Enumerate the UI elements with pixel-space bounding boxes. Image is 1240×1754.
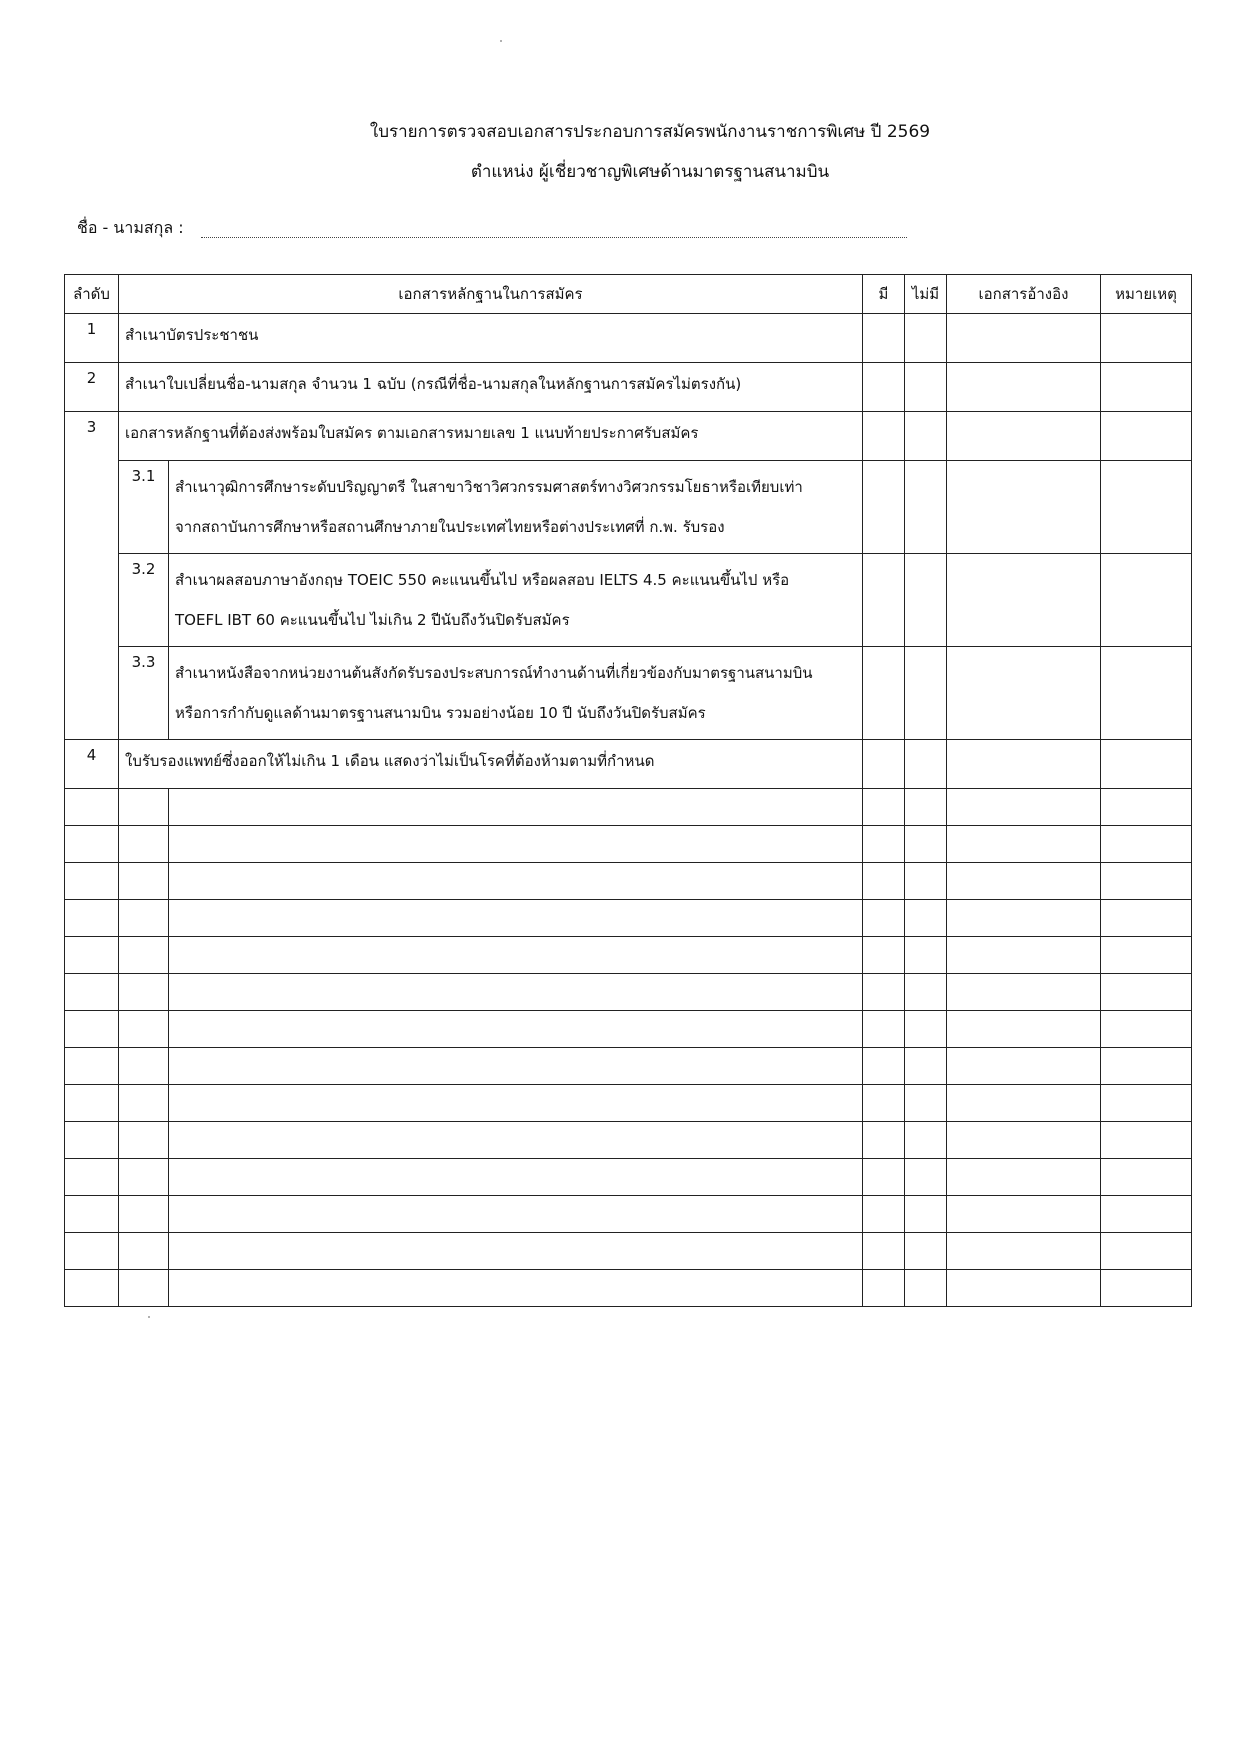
position-title: ตำแหน่ง ผู้เชี่ยวชาญพิเศษด้านมาตรฐานสนามบิน <box>470 162 830 182</box>
blank-cell[interactable] <box>905 937 947 974</box>
blank-cell[interactable] <box>119 826 169 863</box>
empty-number-cell <box>65 647 119 740</box>
blank-cell[interactable] <box>65 1122 119 1159</box>
blank-cell[interactable] <box>905 1196 947 1233</box>
reference-cell[interactable] <box>947 554 1101 647</box>
blank-cell[interactable] <box>1101 1159 1192 1196</box>
blank-cell[interactable] <box>119 1196 169 1233</box>
blank-cell[interactable] <box>119 937 169 974</box>
blank-cell[interactable] <box>1101 974 1192 1011</box>
reference-cell[interactable] <box>947 647 1101 740</box>
blank-cell[interactable] <box>905 1270 947 1307</box>
document-checklist-table <box>64 274 1192 1307</box>
blank-cell[interactable] <box>1101 1011 1192 1048</box>
blank-cell[interactable] <box>863 1011 905 1048</box>
reference-cell[interactable] <box>947 363 1101 412</box>
row-document: เอกสารหลักฐานที่ต้องส่งพร้อมใบสมัคร ตามเอกสารหมายเลข 1 แนบท้ายประกาศรับสมัคร <box>119 412 863 461</box>
blank-cell[interactable] <box>119 1270 169 1307</box>
blank-cell[interactable] <box>169 1122 863 1159</box>
row-document: ใบรับรองแพทย์ซึ่งออกให้ไม่เกิน 1 เดือน แสดงว่าไม่เป็นโรคที่ต้องห้ามตามที่กำหนด <box>119 740 863 789</box>
blank-cell[interactable] <box>1101 1196 1192 1233</box>
reference-cell[interactable] <box>947 314 1101 363</box>
blank-cell[interactable] <box>863 863 905 900</box>
blank-cell[interactable] <box>1101 1270 1192 1307</box>
blank-cell[interactable] <box>65 974 119 1011</box>
blank-cell[interactable] <box>169 900 863 937</box>
blank-cell[interactable] <box>65 826 119 863</box>
row-document: สำเนาบัตรประชาชน <box>119 314 863 363</box>
document-title: ใบรายการตรวจสอบเอกสารประกอบการสมัครพนักงานราชการพิเศษ ปี 2569 <box>369 122 931 142</box>
blank-cell[interactable] <box>905 863 947 900</box>
not-have-checkbox-cell[interactable] <box>905 740 947 789</box>
blank-cell[interactable] <box>863 826 905 863</box>
blank-cell[interactable] <box>119 789 169 826</box>
blank-cell[interactable] <box>169 1048 863 1085</box>
blank-cell[interactable] <box>947 826 1101 863</box>
have-checkbox-cell[interactable] <box>863 740 905 789</box>
blank-cell[interactable] <box>1101 789 1192 826</box>
blank-rows-group <box>65 789 1192 1307</box>
table-subrow <box>65 461 1192 554</box>
blank-cell[interactable] <box>1101 900 1192 937</box>
name-field[interactable] <box>77 216 907 242</box>
subrow-line: สำเนาหนังสือจากหน่วยงานต้นสังกัดรับรองประสบการณ์ทำงานด้านที่เกี่ยวข้องกับมาตรฐานสนามบิน <box>175 664 813 682</box>
have-checkbox-cell[interactable] <box>863 363 905 412</box>
blank-cell[interactable] <box>119 1233 169 1270</box>
scan-speck <box>148 1316 150 1318</box>
blank-row <box>65 1270 1192 1307</box>
blank-cell[interactable] <box>65 1048 119 1085</box>
blank-cell[interactable] <box>1101 1048 1192 1085</box>
blank-cell[interactable] <box>65 1011 119 1048</box>
blank-cell[interactable] <box>169 1085 863 1122</box>
blank-cell[interactable] <box>65 1085 119 1122</box>
not-have-checkbox-cell[interactable] <box>905 461 947 554</box>
blank-row <box>65 1122 1192 1159</box>
table-row <box>65 314 1192 363</box>
blank-cell[interactable] <box>169 826 863 863</box>
blank-row <box>65 1233 1192 1270</box>
note-cell[interactable] <box>1101 740 1192 789</box>
subrow-line: TOEFL IBT 60 คะแนนขึ้นไป ไม่เกิน 2 ปีนับถึงวันปิดรับสมัคร <box>175 611 570 629</box>
note-cell[interactable] <box>1101 647 1192 740</box>
blank-cell[interactable] <box>947 974 1101 1011</box>
blank-row <box>65 900 1192 937</box>
header-have: มี <box>863 275 905 314</box>
blank-cell[interactable] <box>947 1159 1101 1196</box>
blank-cell[interactable] <box>905 1159 947 1196</box>
blank-cell[interactable] <box>947 1011 1101 1048</box>
blank-cell[interactable] <box>863 1159 905 1196</box>
not-have-checkbox-cell[interactable] <box>905 554 947 647</box>
header-document: เอกสารหลักฐานในการสมัคร <box>119 275 863 314</box>
blank-cell[interactable] <box>947 789 1101 826</box>
blank-cell[interactable] <box>1101 937 1192 974</box>
blank-cell[interactable] <box>1101 863 1192 900</box>
subrow-number: 3.1 <box>119 461 169 554</box>
scan-speck <box>500 40 502 42</box>
blank-cell[interactable] <box>119 1085 169 1122</box>
blank-cell[interactable] <box>65 789 119 826</box>
blank-cell[interactable] <box>119 1122 169 1159</box>
blank-cell[interactable] <box>905 1048 947 1085</box>
table-subrow <box>65 647 1192 740</box>
blank-cell[interactable] <box>947 1122 1101 1159</box>
name-label: ชื่อ - นามสกุล : <box>77 218 184 237</box>
blank-cell[interactable] <box>169 1270 863 1307</box>
blank-cell[interactable] <box>863 1048 905 1085</box>
blank-cell[interactable] <box>947 1048 1101 1085</box>
header-reference: เอกสารอ้างอิง <box>947 275 1101 314</box>
blank-cell[interactable] <box>169 937 863 974</box>
subrow-line: หรือการกำกับดูแลด้านมาตรฐานสนามบิน รวมอย่างน้อย 10 ปี นับถึงวันปิดรับสมัคร <box>175 704 706 722</box>
blank-cell[interactable] <box>863 900 905 937</box>
blank-cell[interactable] <box>863 1196 905 1233</box>
subrow-line: จากสถาบันการศึกษาหรือสถานศึกษาภายในประเทศไทยหรือต่างประเทศที่ ก.พ. รับรอง <box>175 518 725 536</box>
blank-cell[interactable] <box>169 1196 863 1233</box>
blank-cell[interactable] <box>65 1233 119 1270</box>
not-have-checkbox-cell[interactable] <box>905 363 947 412</box>
blank-cell[interactable] <box>119 863 169 900</box>
header-note: หมายเหตุ <box>1101 275 1192 314</box>
blank-cell[interactable] <box>863 1085 905 1122</box>
reference-cell[interactable] <box>947 461 1101 554</box>
blank-cell[interactable] <box>863 937 905 974</box>
blank-cell[interactable] <box>905 1122 947 1159</box>
blank-cell[interactable] <box>947 900 1101 937</box>
blank-cell[interactable] <box>947 1085 1101 1122</box>
note-cell[interactable] <box>1101 412 1192 461</box>
row-document: สำเนาใบเปลี่ยนชื่อ-นามสกุล จำนวน 1 ฉบับ (กรณีที่ชื่อ-นามสกุลในหลักฐานการสมัครไม่ตรงกัน) <box>119 363 863 412</box>
blank-cell[interactable] <box>947 1233 1101 1270</box>
blank-cell[interactable] <box>863 1270 905 1307</box>
blank-cell[interactable] <box>1101 826 1192 863</box>
blank-row <box>65 789 1192 826</box>
header-not-have: ไม่มี <box>905 275 947 314</box>
row-number: 4 <box>65 740 119 789</box>
blank-row <box>65 937 1192 974</box>
blank-cell[interactable] <box>169 974 863 1011</box>
subrow-document <box>169 461 863 554</box>
blank-row <box>65 974 1192 1011</box>
table-row <box>65 412 1192 461</box>
subrow-number: 3.3 <box>119 647 169 740</box>
blank-cell[interactable] <box>863 1233 905 1270</box>
have-checkbox-cell[interactable] <box>863 554 905 647</box>
have-checkbox-cell[interactable] <box>863 314 905 363</box>
table-row <box>65 740 1192 789</box>
blank-cell[interactable] <box>863 974 905 1011</box>
table-header-row <box>65 275 1192 314</box>
subrow-line: สำเนาผลสอบภาษาอังกฤษ TOEIC 550 คะแนนขึ้นไป หรือผลสอบ IELTS 4.5 คะแนนขึ้นไป หรือ <box>175 571 790 589</box>
blank-cell[interactable] <box>863 1122 905 1159</box>
blank-cell[interactable] <box>905 974 947 1011</box>
blank-cell[interactable] <box>169 863 863 900</box>
blank-cell[interactable] <box>863 789 905 826</box>
table-row <box>65 363 1192 412</box>
row-number: 3 <box>65 412 119 461</box>
blank-cell[interactable] <box>905 900 947 937</box>
blank-row <box>65 1196 1192 1233</box>
blank-cell[interactable] <box>169 1011 863 1048</box>
blank-cell[interactable] <box>905 826 947 863</box>
blank-cell[interactable] <box>65 937 119 974</box>
blank-cell[interactable] <box>119 1011 169 1048</box>
header-no: ลำดับ <box>65 275 119 314</box>
table-subrow <box>65 554 1192 647</box>
blank-cell[interactable] <box>1101 1233 1192 1270</box>
blank-cell[interactable] <box>1101 1122 1192 1159</box>
subrow-number: 3.2 <box>119 554 169 647</box>
blank-row <box>65 826 1192 863</box>
reference-cell[interactable] <box>947 412 1101 461</box>
name-dotted-line[interactable] <box>201 237 907 238</box>
row-number: 2 <box>65 363 119 412</box>
blank-cell[interactable] <box>169 1233 863 1270</box>
blank-cell[interactable] <box>905 1233 947 1270</box>
subrow-line: สำเนาวุฒิการศึกษาระดับปริญญาตรี ในสาขาวิชาวิศวกรรมศาสตร์ทางวิศวกรรมโยธาหรือเทียบเท่า <box>175 478 803 496</box>
blank-cell[interactable] <box>905 789 947 826</box>
empty-number-cell <box>65 554 119 647</box>
blank-cell[interactable] <box>169 789 863 826</box>
not-have-checkbox-cell[interactable] <box>905 314 947 363</box>
blank-cell[interactable] <box>905 1085 947 1122</box>
blank-cell[interactable] <box>65 900 119 937</box>
subrow-document <box>169 554 863 647</box>
blank-row <box>65 1011 1192 1048</box>
not-have-checkbox-cell[interactable] <box>905 647 947 740</box>
blank-cell[interactable] <box>65 863 119 900</box>
blank-cell[interactable] <box>947 1196 1101 1233</box>
note-cell[interactable] <box>1101 314 1192 363</box>
blank-cell[interactable] <box>947 863 1101 900</box>
blank-cell[interactable] <box>119 1159 169 1196</box>
blank-cell[interactable] <box>65 1159 119 1196</box>
note-cell[interactable] <box>1101 461 1192 554</box>
blank-cell[interactable] <box>947 1270 1101 1307</box>
blank-cell[interactable] <box>905 1011 947 1048</box>
reference-cell[interactable] <box>947 740 1101 789</box>
have-checkbox-cell[interactable] <box>863 647 905 740</box>
note-cell[interactable] <box>1101 554 1192 647</box>
not-have-checkbox-cell[interactable] <box>905 412 947 461</box>
empty-number-cell <box>65 461 119 554</box>
blank-cell[interactable] <box>169 1159 863 1196</box>
blank-cell[interactable] <box>947 937 1101 974</box>
blank-row <box>65 863 1192 900</box>
row-number: 1 <box>65 314 119 363</box>
blank-row <box>65 1159 1192 1196</box>
blank-cell[interactable] <box>119 900 169 937</box>
have-checkbox-cell[interactable] <box>863 461 905 554</box>
blank-cell[interactable] <box>65 1270 119 1307</box>
blank-cell[interactable] <box>65 1196 119 1233</box>
blank-row <box>65 1085 1192 1122</box>
blank-cell[interactable] <box>119 1048 169 1085</box>
have-checkbox-cell[interactable] <box>863 412 905 461</box>
blank-cell[interactable] <box>119 974 169 1011</box>
subrow-document <box>169 647 863 740</box>
note-cell[interactable] <box>1101 363 1192 412</box>
blank-row <box>65 1048 1192 1085</box>
blank-cell[interactable] <box>1101 1085 1192 1122</box>
